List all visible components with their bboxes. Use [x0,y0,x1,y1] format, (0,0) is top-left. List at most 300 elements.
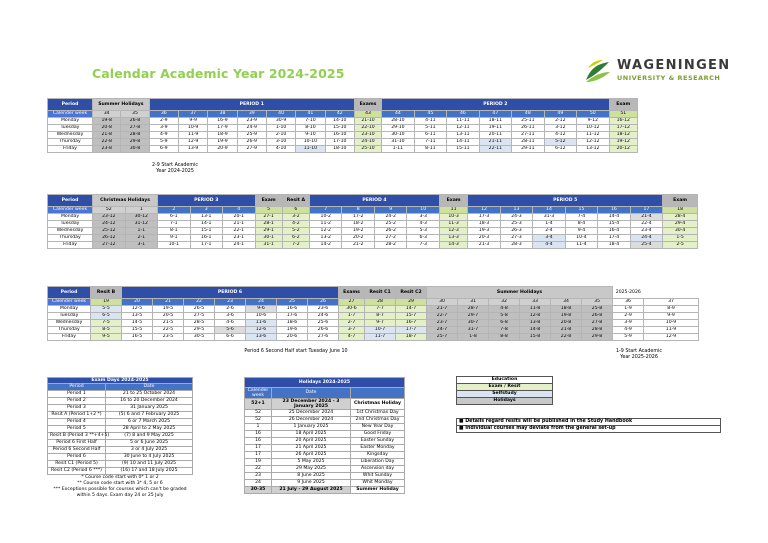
holidays-col-date: Date [272,388,351,399]
date-cell: 19-8 [93,118,121,125]
exam-period: Period 2 [48,398,106,405]
date-cell: 22-5 [153,327,184,334]
date-cell: 10-2 [310,214,342,221]
date-cell: 27-8 [121,125,149,132]
logo-name: WAGENINGEN [617,58,731,73]
date-cell: 23-5 [153,334,184,341]
date-cell: 5-3 [407,228,440,235]
week-number: 17 [630,207,663,214]
date-cell: 22-10 [354,125,381,132]
week-number: 51 [609,111,637,118]
exam-header: Exam [255,195,282,207]
date-cell: 9-7 [365,320,396,327]
date-cell: 1-10 [266,125,295,132]
week-number: 50 [577,111,609,118]
date-cell: 8-11 [414,146,446,153]
date-cell: 18-11 [479,118,511,125]
exam-day-row [48,391,193,398]
date-cell: 8-1 [158,228,190,235]
date-cell: 28-3 [500,242,532,249]
week-number: 4 [223,207,255,214]
date-cell: 25-9 [237,132,266,139]
date-cell: 31-3 [533,214,565,221]
date-cell: 1-4 [533,221,565,228]
holiday-week: 16 [245,431,272,438]
date-cell: 10-9 [644,320,699,327]
week-number: 31 [458,299,489,306]
exam-period: Period 6 [48,454,106,461]
start-academic-year-2025-note: 1-9 Start Academic Year 2025-2026 [615,349,662,360]
date-cell: 19-8 [551,313,582,320]
day-label: Friday [48,242,93,249]
date-cell: 18-7 [396,334,427,341]
date-cell: 25-6 [308,320,339,327]
date-cell: 18-12 [609,132,637,139]
date-cell: 6-3 [407,235,440,242]
date-cell: 26-8 [121,118,149,125]
week-number: 48 [512,111,544,118]
exam-days-col-date: Date [106,384,193,391]
period-4-header: PERIOD 4 [310,195,440,207]
exam-day-row [48,405,193,412]
date-cell: 9-1 [158,235,190,242]
date-cell: 9-4 [565,228,597,235]
date-cell: 15-11 [447,146,479,153]
date-cell: 31-12 [125,221,158,228]
date-cell: 2-6 [215,306,246,313]
date-cell: 17-1 [190,242,222,249]
exam-period: Resit C2 (Period 6 ***) [48,468,106,475]
exam-date: 5 or 6 June 2025 [106,440,193,447]
exam-days-title: Exam Days 2024-2025 [48,378,193,384]
date-cell: 14-7 [396,306,427,313]
note-resits: ■ Details regard resits will be published in the Study Handbook [456,418,721,426]
date-cell: 5-6 [215,327,246,334]
date-cell: 7-3 [407,242,440,249]
date-cell: 1-7 [339,313,365,320]
day-label: Monday [48,118,93,125]
day-label: Thursday [48,327,91,334]
date-cell: 11-3 [439,221,467,228]
date-cell: 29-4 [663,221,698,228]
date-cell: 21-8 [551,327,582,334]
day-row [48,242,698,249]
date-cell: 13-1 [190,214,222,221]
period-label: Period [48,99,93,111]
day-row [48,306,699,313]
date-cell: 28-8 [582,327,613,334]
date-cell: 20-12 [609,146,637,153]
date-cell: 11-11 [447,118,479,125]
date-cell: 22-8 [93,139,121,146]
date-cell: 3-9 [613,320,644,327]
week-number: 12 [468,207,500,214]
week-number: 1 [125,207,158,214]
week-number: 23 [215,299,246,306]
date-cell: 30-6 [339,306,365,313]
week-number: 41 [296,111,325,118]
date-cell: 27-9 [237,146,266,153]
holiday-date: 23 December 2024 - 3 January 2025 [272,399,351,410]
date-cell: 25-8 [582,306,613,313]
date-cell: 4-11 [414,118,446,125]
week-number: 35 [582,299,613,306]
date-cell: 7-7 [365,306,396,313]
week-number: 3 [190,207,222,214]
date-cell: 10-7 [365,327,396,334]
date-cell: 30-1 [255,235,282,242]
date-cell: 20-1 [223,214,255,221]
day-row [48,214,698,221]
day-label: Monday [48,306,91,313]
date-cell: 27-1 [255,214,282,221]
date-cell: 14-1 [190,221,222,228]
date-cell: 18-9 [208,132,237,139]
date-cell: 1-8 [458,334,489,341]
date-cell: 4-3 [407,221,440,228]
date-cell: 3-7 [339,327,365,334]
date-cell: 1-1 [125,228,158,235]
exam-period: Period 4 [48,419,106,426]
date-cell: 7-8 [489,327,520,334]
exam-days-col-period: Period [48,384,106,391]
holiday-row [245,399,405,410]
date-cell: 29-11 [512,146,544,153]
date-cell: 11-10 [296,146,325,153]
date-cell: 28-4 [663,214,698,221]
date-cell: 30-10 [382,132,414,139]
date-cell: 26-11 [512,125,544,132]
date-cell: 16-12 [609,118,637,125]
date-cell: 4-12 [544,132,576,139]
date-cell: 13-8 [520,320,551,327]
period-3-header: PERIOD 3 [158,195,255,207]
resit-a-header: Resit A [282,195,309,207]
week-number: 14 [533,207,565,214]
date-cell: 17-10 [325,139,354,146]
date-cell: 6-5 [91,313,122,320]
date-cell: 24-12 [93,221,125,228]
summer-holidays-header: Summer Holidays [93,99,150,111]
resit-c1-header: Resit C1 [365,287,396,299]
week-number: 24 [246,299,277,306]
date-cell: 29-1 [255,228,282,235]
legend-education: Education [457,377,553,384]
resit-b-header: Resit B [91,287,122,299]
date-cell: 9-9 [178,118,207,125]
date-cell: 18-10 [325,146,354,153]
exams-header: Exams [354,99,381,111]
calendar-block-2 [47,194,698,249]
date-cell: 8-10 [296,125,325,132]
period-2-header: PERIOD 2 [382,99,609,111]
period-label: Period [48,195,93,207]
exam-date: 16 to 20 December 2024 [106,398,193,405]
exam-note-row [48,487,193,499]
holiday-date: 21 April 2025 [272,445,351,452]
date-cell: 24-9 [237,125,266,132]
date-cell: 14-10 [325,118,354,125]
holidays-col-week: Calender week [245,388,272,399]
holiday-week: 19 [245,459,272,466]
date-cell: 30-12 [125,214,158,221]
week-number: 8 [342,207,374,214]
christmas-holidays-header: Christmas Holidays [93,195,158,207]
date-cell: 26-5 [184,306,215,313]
date-cell: 7-5 [91,320,122,327]
date-cell: 8-9 [644,306,699,313]
date-cell: 22-7 [427,313,458,320]
date-cell: 25-11 [512,118,544,125]
date-cell: 17-7 [396,327,427,334]
date-cell: 14-3 [439,242,467,249]
date-cell: 17-2 [342,214,374,221]
exam-period: Resit C1 (Period 5) [48,461,106,468]
week-number: 26 [308,299,339,306]
holiday-name: Christmas Holiday [351,399,405,410]
date-cell: 3-2 [282,214,309,221]
day-row [48,146,638,153]
day-row [48,313,699,320]
date-cell: 12-11 [447,125,479,132]
date-cell: 16-6 [277,306,308,313]
date-cell: 23-12 [93,214,125,221]
week-number: 6 [282,207,309,214]
date-cell: 6-11 [414,132,446,139]
holiday-week: 52+1 [245,399,272,410]
date-cell: 27-12 [93,242,125,249]
holiday-week: 16 [245,438,272,445]
date-cell: 21-2 [342,242,374,249]
holiday-week: 52 [245,410,272,417]
week-number: 37 [178,111,207,118]
holiday-row [245,438,405,445]
day-row [48,139,638,146]
date-cell: 6-1 [158,214,190,221]
date-cell: 26-12 [93,235,125,242]
date-cell: 21-7 [427,306,458,313]
date-cell: 30-7 [458,320,489,327]
date-cell: 27-6 [308,334,339,341]
date-cell: 29-8 [121,139,149,146]
date-cell: 21-11 [479,139,511,146]
date-cell: 12-6 [246,327,277,334]
holiday-week: 17 [245,445,272,452]
date-cell: 5-12 [544,139,576,146]
date-cell: 14-5 [122,320,153,327]
date-cell: 26-2 [374,228,406,235]
date-cell: 4-9 [149,132,178,139]
period-5-header: PERIOD 5 [468,195,663,207]
date-cell: 2-1 [125,235,158,242]
exam-date: (9) 10 and 11 July 2025 [106,461,193,468]
date-cell: 23-9 [237,118,266,125]
week-number: 38 [208,111,237,118]
date-cell: 7-11 [414,139,446,146]
exam-note: ** Course code start with 3* 4, 5 or 6 [77,481,163,486]
date-cell: 7-4 [565,214,597,221]
date-cell: 27-5 [184,313,215,320]
day-row [48,221,698,228]
date-cell: 16-1 [190,235,222,242]
holiday-name: Ascension day [351,466,405,473]
date-cell: 25-3 [500,221,532,228]
date-cell: 8-5 [91,327,122,334]
date-cell: 20-2 [342,235,374,242]
exam-day-row [48,433,193,440]
holiday-row [245,459,405,466]
holiday-name: Whit Monday [351,480,405,487]
date-cell: 12-5 [122,306,153,313]
holiday-name: 1st Christmas Day [351,410,405,417]
exam-date: (5) 6 and 7 February 2025 [106,412,193,419]
date-cell: 24-1 [223,242,255,249]
date-cell: 6-9 [149,146,178,153]
exam-day-row [48,412,193,419]
date-cell: 18-2 [342,221,374,228]
date-cell: 11-7 [365,334,396,341]
holiday-date: 21 July - 29 August 2025 [272,487,351,494]
resit-c2-header: Resit C2 [396,287,427,299]
exam-note: *** Exceptions possible for courses which can't be graded within 5 days. Exam day 24 or 25 July [53,487,187,498]
date-cell: 21-3 [468,242,500,249]
date-cell: 20-8 [93,125,121,132]
holidays-table [244,377,405,494]
date-cell: 11-9 [644,327,699,334]
holidays-title: Holidays 2024-2025 [245,378,405,388]
exam-header: Exam [609,99,637,111]
date-cell: 8-7 [365,313,396,320]
date-cell: 11-12 [577,132,609,139]
date-cell: 23-1 [223,235,255,242]
date-cell: 27-3 [500,235,532,242]
date-cell: 3-9 [149,125,178,132]
holiday-week: 30-35 [245,487,272,494]
date-cell: 25-10 [354,146,381,153]
date-cell: 5-9 [149,139,178,146]
holiday-row [245,452,405,459]
holiday-name: Summer Holiday [351,487,405,494]
exam-day-row [48,454,193,461]
date-cell: 21-4 [630,214,663,221]
holiday-date: 1 January 2025 [272,424,351,431]
date-cell: 15-4 [598,221,630,228]
date-cell: 2-12 [544,118,576,125]
day-label: Wednesday [48,320,91,327]
date-cell: 4-9 [613,327,644,334]
week-number: 20 [122,299,153,306]
date-cell: 28-2 [374,242,406,249]
day-row [48,235,698,242]
exam-day-row [48,426,193,433]
date-cell: 18-6 [277,320,308,327]
exam-day-row [48,419,193,426]
date-cell: 12-8 [520,313,551,320]
exam-date: 3 or 4 July 2025 [106,447,193,454]
date-cell: 19-6 [277,327,308,334]
date-cell: 4-2 [282,221,309,228]
exam-date: 31 January 2025 [106,405,193,412]
date-cell: 29-5 [184,327,215,334]
date-cell: 28-5 [184,320,215,327]
holiday-date: 25 December 2024 [272,410,351,417]
holiday-date: 9 June 2025 [272,480,351,487]
date-cell: 29-10 [382,125,414,132]
holiday-row [245,417,405,424]
date-cell: 16-10 [325,132,354,139]
week-number: 40 [266,111,295,118]
week-number: 30 [427,299,458,306]
date-cell: 12-9 [178,139,207,146]
date-cell: 11-6 [246,320,277,327]
exam-date: 21 to 25 October 2024 [106,391,193,398]
date-cell: 20-6 [277,334,308,341]
date-cell: 12-9 [644,334,699,341]
date-cell: 2-9 [149,118,178,125]
day-label: Tuesday [48,125,93,132]
exam-header: Exam [663,195,698,207]
exam-note: * Course code start with 0* 1 or 2 [81,475,159,480]
date-cell: 9-5 [91,334,122,341]
date-cell: 16-4 [598,228,630,235]
week-number: 49 [544,111,576,118]
date-cell: 2-5 [663,242,698,249]
holiday-week: 23 [245,473,272,480]
date-cell: 16-5 [122,334,153,341]
date-cell: 23-10 [354,132,381,139]
date-cell: 12-2 [310,228,342,235]
date-cell: 20-8 [551,320,582,327]
date-cell: 22-8 [551,334,582,341]
holiday-week: 17 [245,452,272,459]
holidays-col-name [351,388,405,399]
day-label: Tuesday [48,313,91,320]
date-cell: 4-10 [266,146,295,153]
week-number: 19 [91,299,122,306]
note-resits-text: Details regard resits will be published in the Study Handbook [465,419,633,424]
week-number: 16 [598,207,630,214]
date-cell: 30-9 [266,118,295,125]
date-cell: 29-7 [458,313,489,320]
exams-header: Exams [339,287,365,299]
date-cell: 3-10 [266,139,295,146]
exam-date: (7) 8 and 9 May 2025 [106,433,193,440]
date-cell: 23-7 [427,320,458,327]
date-cell: 24-10 [354,139,381,146]
date-cell: 7-1 [158,221,190,228]
date-cell: 12-3 [439,228,467,235]
note-individual-courses: ■ Individual courses may deviate from the general set-up [456,425,721,433]
date-cell: 27-8 [582,320,613,327]
holiday-date: 20 April 2025 [272,438,351,445]
day-row [48,132,638,139]
week-number: 13 [500,207,532,214]
week-number: 42 [325,111,354,118]
date-cell: 25-4 [630,242,663,249]
day-label: Monday [48,214,93,221]
week-number: 36 [149,111,178,118]
week-number: 5 [255,207,282,214]
calendar-week-label: Calender week [48,299,91,306]
week-number: 18 [663,207,698,214]
date-cell: 19-12 [609,139,637,146]
date-cell: 2-7 [339,320,365,327]
holiday-week: 22 [245,466,272,473]
date-cell: 10-1 [158,242,190,249]
date-cell: 17-9 [208,125,237,132]
date-cell: 4-6 [215,320,246,327]
date-cell: 30-4 [663,228,698,235]
